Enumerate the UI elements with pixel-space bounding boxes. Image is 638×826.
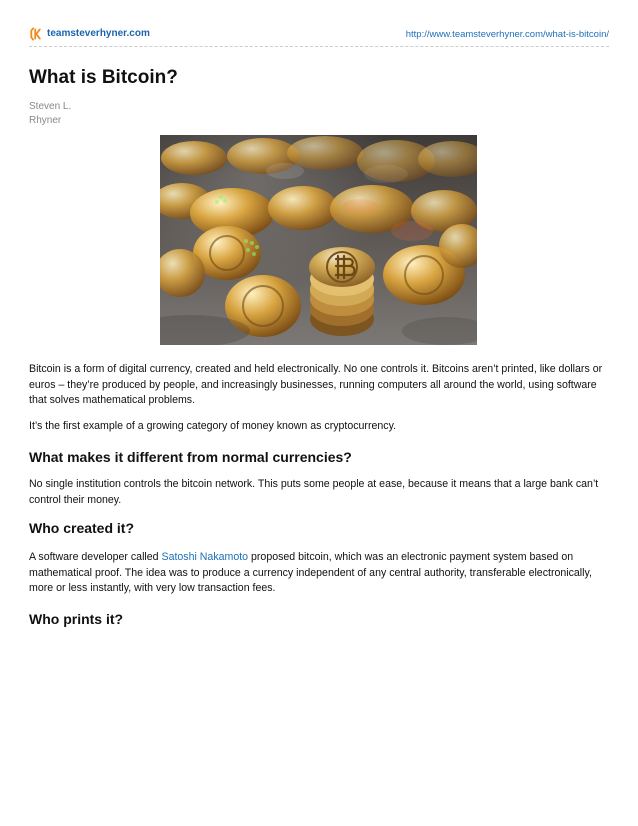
site-brand-link[interactable] <box>29 27 150 41</box>
creator-paragraph-prefix: A software developer called <box>29 551 162 563</box>
site-name[interactable]: teamsteverhyner.com <box>47 28 150 39</box>
section-paragraph-differences: No single institution controls the bitcoin network. This puts some people at ease, because it means that a large bank can’t control their money. <box>29 478 599 506</box>
satoshi-nakamoto-link[interactable]: Satoshi Nakamoto <box>161 551 249 563</box>
article-author <box>29 100 109 128</box>
article-title: What is Bitcoin? <box>29 67 178 88</box>
bitcoin-coins-photo <box>160 135 477 345</box>
page-url-link[interactable]: http://www.teamsteverhyner.com/what-is-bitcoin/ <box>405 29 609 40</box>
author-first-line: Steven L. <box>29 101 72 112</box>
header-divider <box>29 46 609 47</box>
author-last-line: Rhyner <box>29 115 62 126</box>
section-heading-printing: Who prints it? <box>29 611 124 627</box>
section-heading-differences: What makes it different from normal currencies? <box>29 449 352 465</box>
section-heading-creator: Who created it? <box>29 520 135 536</box>
creator-paragraph-suffix: proposed bitcoin, which was an electronic payment system based on mathematical proof. The idea was to produce a currency independent of any central authority, transferable electronically, more or less instantly, with very low transaction fees. <box>29 551 592 594</box>
brand-logo-icon <box>29 27 43 41</box>
section-paragraph-creator <box>29 550 609 597</box>
cryptocurrency-paragraph: It’s the first example of a growing category of money known as cryptocurrency. <box>29 420 397 432</box>
intro-paragraph: Bitcoin is a form of digital currency, created and held electronically. No one controls it. Bitcoins aren’t printed, like dollars or euros – they’re produced by people, and increasingly businesses, running computers all around the world, using software that solves mathematical problems. <box>29 363 603 406</box>
page-header <box>29 27 609 47</box>
